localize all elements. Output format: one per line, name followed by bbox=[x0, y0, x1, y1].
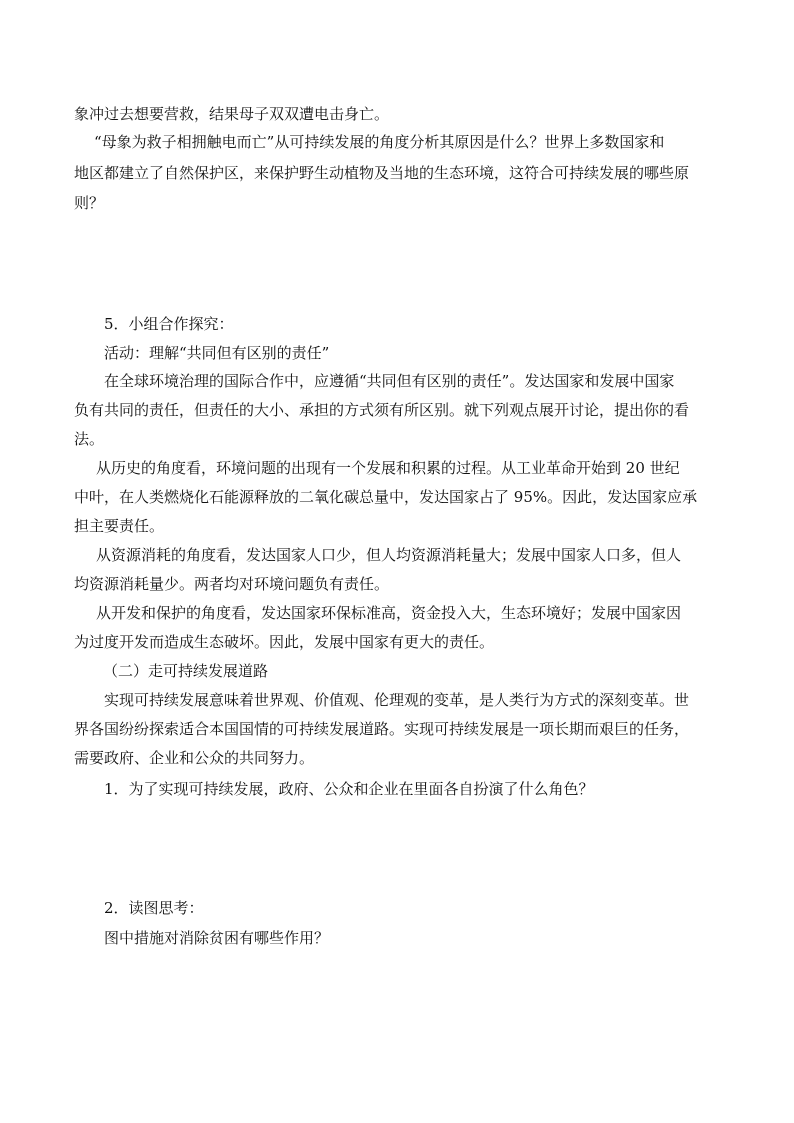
paragraph-line: 需要政府、企业和公众的共同努力。 bbox=[74, 749, 315, 767]
paragraph-line: 从开发和保护的角度看，发达国家环保标准高，资金投入大，生态环境好；发展中国家因 bbox=[96, 604, 682, 622]
paragraph-line: “母象为救子相拥触电而亡”从可持续发展的角度分析其原因是什么？世界上多数国家和 bbox=[94, 133, 665, 151]
paragraph-line: 为过度开发而造成生态破坏。因此，发展中国家有更大的责任。 bbox=[74, 633, 495, 651]
paragraph-line: 法。 bbox=[74, 430, 105, 448]
paragraph-line: 象冲过去想要营救，结果母子双双遭电击身亡。 bbox=[74, 105, 390, 123]
activity-title: 活动：理解“共同但有区别的责任” bbox=[104, 344, 330, 362]
paragraph-line: 实现可持续发展意味着世界观、价值观、伦理观的变革，是人类行为方式的深刻变革。世 bbox=[104, 691, 690, 709]
paragraph-line: 在全球环境治理的国际合作中，应遵循“共同但有区别的责任”。发达国家和发展中国家 bbox=[104, 372, 675, 390]
section-heading: （二）走可持续发展道路 bbox=[103, 662, 269, 680]
paragraph-line: 从资源消耗的角度看，发达国家人口少，但人均资源消耗量大；发展中国家人口多，但人 bbox=[96, 546, 682, 564]
paragraph-line: 均资源消耗量少。两者均对环境问题负有责任。 bbox=[74, 575, 390, 593]
paragraph-line: 担主要责任。 bbox=[74, 517, 165, 535]
paragraph-line: 界各国纷纷探索适合本国国情的可持续发展道路。实现可持续发展是一项长期而艰巨的任务， bbox=[74, 720, 690, 738]
paragraph-line: 负有共同的责任，但责任的大小、承担的方式须有所区别。就下列观点展开讨论，提出你的看 bbox=[74, 401, 690, 419]
paragraph-line: 则？ bbox=[74, 194, 105, 212]
section-5-title: 5．小组合作探究： bbox=[104, 315, 234, 333]
paragraph-line: 中叶，在人类燃烧化石能源释放的二氧化碳总量中，发达国家占了 95%。因此，发达国家应承 bbox=[74, 488, 698, 506]
paragraph-line: 地区都建立了自然保护区，来保护野生动植物及当地的生态环境，这符合可持续发展的哪些原 bbox=[74, 164, 690, 182]
question-2-text: 图中措施对消除贫困有哪些作用？ bbox=[104, 929, 330, 947]
question-2-title: 2．读图思考： bbox=[104, 899, 204, 917]
question-1: 1．为了实现可持续发展，政府、公众和企业在里面各自扮演了什么角色？ bbox=[104, 780, 594, 798]
paragraph-line: 从历史的角度看，环境问题的出现有一个发展和积累的过程。从工业革命开始到 20 世纪 bbox=[96, 459, 680, 477]
